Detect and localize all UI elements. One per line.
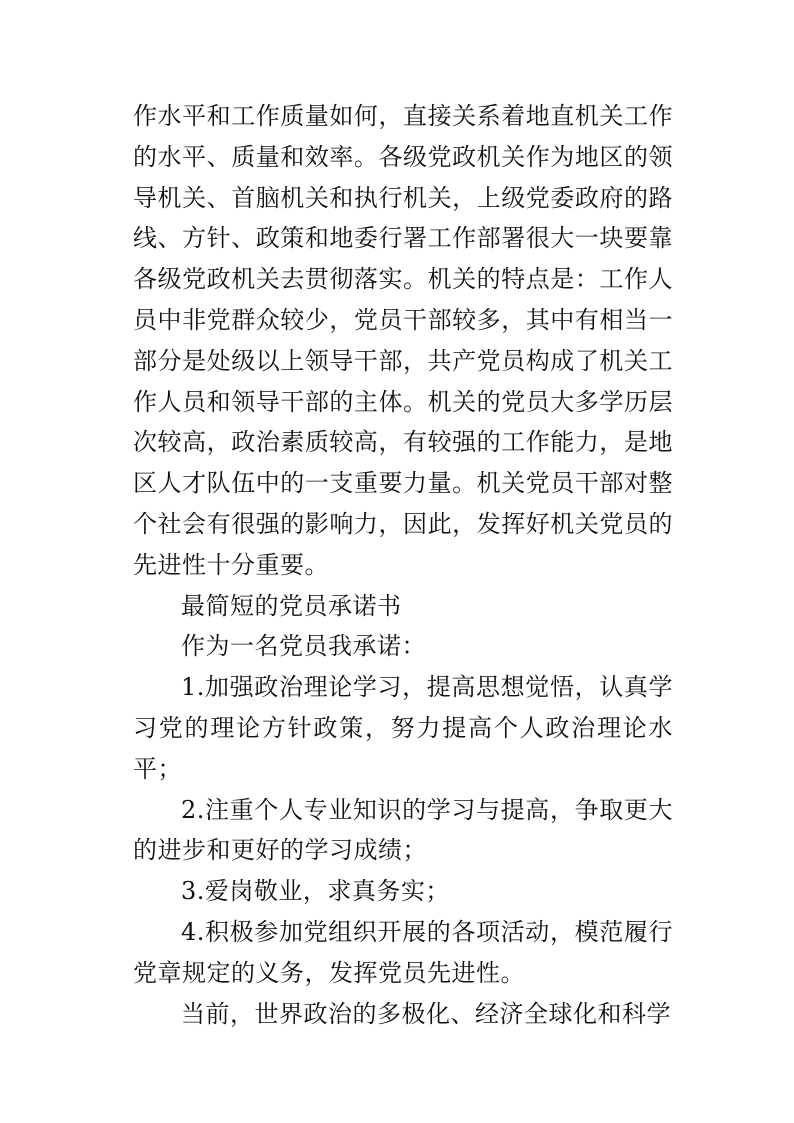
document-body bbox=[133, 96, 673, 1034]
pledge-title: 最简短的党员承诺书 bbox=[181, 591, 402, 620]
pledge-intro: 作为一名党员我承诺： bbox=[181, 632, 426, 661]
pledge-item-2: 2.注重个人专业知识的学习与提高，争取更大的进步和更好的学习成绩； bbox=[133, 795, 673, 865]
pledge-item-1: 1.加强政治理论学习，提高思想觉悟，认真学习党的理论方针政策，努力提高个人政治理论水平； bbox=[133, 673, 673, 783]
continuation-paragraph: 作水平和工作质量如何，直接关系着地直机关工作的水平、质量和效率。各级党政机关作为地区的领导机关、首脑机关和执行机关，上级党委政府的路线、方针、政策和地委行署工作部署很大一块要靠各级党政机关去贯彻落实。机关的特点是：工作人员中非党群众较少，党员干部较多，其中有相当一部分是处级以上领导干部，共产党员构成了机关工作人员和领导干部的主体。机关的党员大多学历层次较高，政治素质较高，有较强的工作能力，是地区人才队伍中的一支重要力量。机关党员干部对整个社会有很强的影响力，因此，发挥好机关党员的先进性十分重要。 bbox=[133, 102, 673, 579]
pledge-item-4: 4.积极参加党组织开展的各项活动，模范履行党章规定的义务，发挥党员先进性。 bbox=[133, 917, 673, 987]
closing-paragraph: 当前，世界政治的多极化、经济全球化和科学 bbox=[181, 999, 671, 1028]
pledge-item-3: 3.爱岗敬业，求真务实； bbox=[181, 877, 450, 906]
